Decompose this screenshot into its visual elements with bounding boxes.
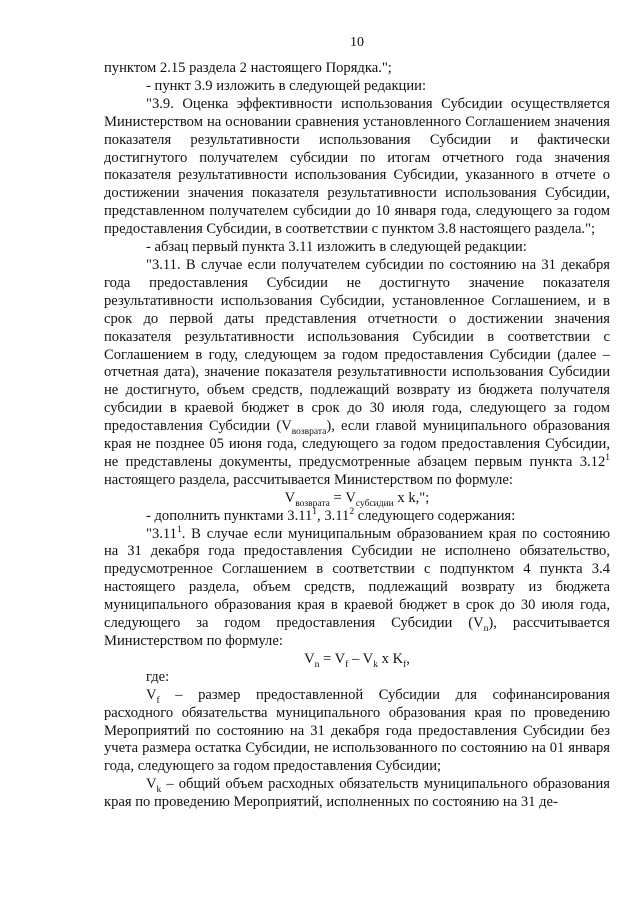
paragraph: - пункт 3.9 изложить в следующей редакции:: [146, 77, 427, 94]
paragraph: "3.11$^1$. В случае если муниципальным образованием края по состоянию на 31 декабря года предоставления Субсидии не исполнено обязательство, предусмотренное Соглашением в соответствии с подпунктом 4 пункта 3.4 настоящего раздела, объем средств, подлежащий возврату из бюджета муниципального образования края в краевой бюджет в срок до 30 июля года, следующего за годом предоставления Субсидии $(V_n)$, рассчитывается Министерством по формуле:: [104, 524, 610, 649]
page-number: 10: [350, 35, 364, 50]
paragraph: "3.11. В случае если получателем субсидии по состоянию на 31 декабря года предоставления Субсидии не достигнуто значение показателя результативности использования Субсидии, установленное Соглашением, и в срок до первой даты представления отчетности о достижении значения показателя результативности использования Субсидии в соответствии с Соглашением в году, следующем за годом предоставления Субсидии (далее – отчетная дата), значение показателя результативности использования Субсидии не достигнуто, объем средств, подлежащий возврату из бюджета получателя субсидии в краевой бюджет в срок до 30 июля года, следующего за годом предоставления Субсидии $(V_{возврата})$, если главой муниципального образования края не позднее 05 июня года, следующего за годом предоставления Субсидии, не представлены документы, предусмотренные абзацем первым пункта 3.12$^1$ настоящего раздела, рассчитывается Министерством по формуле:: [104, 256, 610, 488]
paragraph: $V_f$ – размер предоставленной Субсидии для софинансирования расходного обязательства муниципального образования края по проведению Мероприятий по состоянию на 31 декабря года предоставления Субсидии без учета размера остатка Субсидии, не использованного по состоянию на 01 января года, следующего за годом предоставления Субсидии;: [104, 686, 610, 775]
paragraph: "3.9. Оценка эффективности использования Субсидии осуществляется Министерством на основании сравнения установленного Соглашением значения показателя результативности использования Субсидии и фактически достигнутого получателем субсидии по итогам отчетного года значения показателя результативности использования Субсидии, указанного в отчете о достижении значения показателя результативности использования Субсидии, представленном получателем субсидии до 10 января года, следующего за годом предоставления Субсидии, в соответствии с пунктом 3.8 настоящего раздела.";: [104, 95, 610, 238]
formula-vn: $V_n = V_f - V_k$ x $K_f$,: [304, 650, 410, 670]
paragraph: - дополнить пунктами 3.11$^1$, 3.11$^2$ следующего содержания:: [146, 506, 516, 524]
paragraph: где:: [146, 668, 170, 685]
paragraph: $V_k$ – общий объем расходных обязательств муниципального образования края по проведению Мероприятий, исполненных по состоянию на 31 де-: [104, 776, 610, 811]
paragraph: - абзац первый пункта 3.11 изложить в следующей редакции:: [146, 239, 527, 256]
formula-return: $V_{возврата} = V_{субсидии}$ x k,";: [284, 489, 430, 509]
paragraph: пунктом 2.15 раздела 2 настоящего Порядка.";: [104, 60, 392, 76]
document-body: [104, 60, 610, 812]
